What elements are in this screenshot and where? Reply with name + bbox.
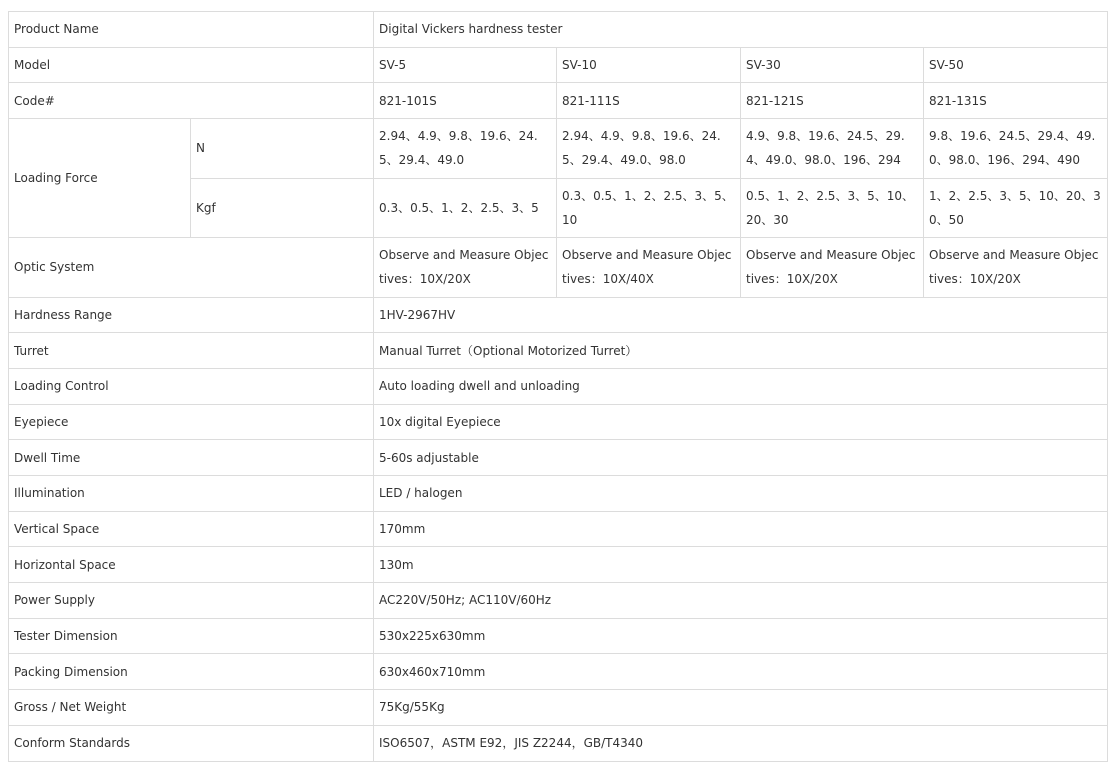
gross-net-weight-value: 75Kg/55Kg xyxy=(374,690,1108,726)
row-label-gross-net-weight: Gross / Net Weight xyxy=(9,690,374,726)
unit-label-n: N xyxy=(191,119,374,179)
table-row-code xyxy=(9,83,1108,119)
model-cell: SV-10 xyxy=(557,47,741,83)
table-row-illumination xyxy=(9,476,1108,512)
row-label-model: Model xyxy=(9,47,374,83)
table-row-loading-control xyxy=(9,368,1108,404)
horizontal-space-value: 130m xyxy=(374,547,1108,583)
loading-force-n-cell: 2.94、4.9、9.8、19.6、24.5、29.4、49.0、98.0 xyxy=(557,119,741,179)
code-cell: 821-131S xyxy=(924,83,1108,119)
table-row-tester-dimension xyxy=(9,618,1108,654)
row-label-vertical-space: Vertical Space xyxy=(9,511,374,547)
row-label-packing-dimension: Packing Dimension xyxy=(9,654,374,690)
optic-system-cell: Observe and Measure Objectives：10X/20X xyxy=(741,238,924,298)
unit-label-kgf: Kgf xyxy=(191,178,374,238)
turret-value: Manual Turret（Optional Motorized Turret） xyxy=(374,333,1108,369)
table-row-power-supply xyxy=(9,583,1108,619)
loading-force-kgf-cell: 0.5、1、2、2.5、3、5、10、20、30 xyxy=(741,178,924,238)
loading-force-kgf-cell: 1、2、2.5、3、5、10、20、30、50 xyxy=(924,178,1108,238)
row-label-horizontal-space: Horizontal Space xyxy=(9,547,374,583)
row-label-power-supply: Power Supply xyxy=(9,583,374,619)
table-row-conform-standards xyxy=(9,725,1108,761)
model-cell: SV-50 xyxy=(924,47,1108,83)
product-name-value: Digital Vickers hardness tester xyxy=(374,12,1108,48)
loading-force-n-cell: 2.94、4.9、9.8、19.6、24.5、29.4、49.0 xyxy=(374,119,557,179)
row-label-product-name: Product Name xyxy=(9,12,374,48)
table-row-model xyxy=(9,47,1108,83)
code-cell: 821-101S xyxy=(374,83,557,119)
spec-table xyxy=(8,11,1108,762)
row-label-conform-standards: Conform Standards xyxy=(9,725,374,761)
tester-dimension-value: 530x225x630mm xyxy=(374,618,1108,654)
row-label-turret: Turret xyxy=(9,333,374,369)
conform-standards-value: ISO6507，ASTM E92，JIS Z2244，GB/T4340 xyxy=(374,725,1108,761)
row-label-loading-force: Loading Force xyxy=(9,119,191,238)
row-label-hardness-range: Hardness Range xyxy=(9,297,374,333)
code-cell: 821-111S xyxy=(557,83,741,119)
table-row-horizontal-space xyxy=(9,547,1108,583)
loading-force-n-cell: 9.8、19.6、24.5、29.4、49.0、98.0、196、294、490 xyxy=(924,119,1108,179)
row-label-dwell-time: Dwell Time xyxy=(9,440,374,476)
loading-force-kgf-cell: 0.3、0.5、1、2、2.5、3、5 xyxy=(374,178,557,238)
table-row-dwell-time xyxy=(9,440,1108,476)
dwell-time-value: 5-60s adjustable xyxy=(374,440,1108,476)
vertical-space-value: 170mm xyxy=(374,511,1108,547)
table-row-gross-net-weight xyxy=(9,690,1108,726)
row-label-eyepiece: Eyepiece xyxy=(9,404,374,440)
row-label-optic-system: Optic System xyxy=(9,238,374,298)
table-row-turret xyxy=(9,333,1108,369)
illumination-value: LED / halogen xyxy=(374,476,1108,512)
code-cell: 821-121S xyxy=(741,83,924,119)
row-label-code: Code# xyxy=(9,83,374,119)
power-supply-value: AC220V/50Hz; AC110V/60Hz xyxy=(374,583,1108,619)
optic-system-cell: Observe and Measure Objectives：10X/20X xyxy=(924,238,1108,298)
model-cell: SV-5 xyxy=(374,47,557,83)
table-row-optic-system xyxy=(9,238,1108,298)
table-row-eyepiece xyxy=(9,404,1108,440)
table-row-hardness-range xyxy=(9,297,1108,333)
table-row-product-name xyxy=(9,12,1108,48)
table-row-loading-force-n xyxy=(9,119,1108,179)
loading-force-n-cell: 4.9、9.8、19.6、24.5、29.4、49.0、98.0、196、294 xyxy=(741,119,924,179)
optic-system-cell: Observe and Measure Objectives：10X/20X xyxy=(374,238,557,298)
table-row-packing-dimension xyxy=(9,654,1108,690)
model-cell: SV-30 xyxy=(741,47,924,83)
loading-force-kgf-cell: 0.3、0.5、1、2、2.5、3、5、10 xyxy=(557,178,741,238)
row-label-tester-dimension: Tester Dimension xyxy=(9,618,374,654)
optic-system-cell: Observe and Measure Objectives：10X/40X xyxy=(557,238,741,298)
eyepiece-value: 10x digital Eyepiece xyxy=(374,404,1108,440)
row-label-loading-control: Loading Control xyxy=(9,368,374,404)
loading-control-value: Auto loading dwell and unloading xyxy=(374,368,1108,404)
packing-dimension-value: 630x460x710mm xyxy=(374,654,1108,690)
hardness-range-value: 1HV-2967HV xyxy=(374,297,1108,333)
table-row-vertical-space xyxy=(9,511,1108,547)
row-label-illumination: Illumination xyxy=(9,476,374,512)
